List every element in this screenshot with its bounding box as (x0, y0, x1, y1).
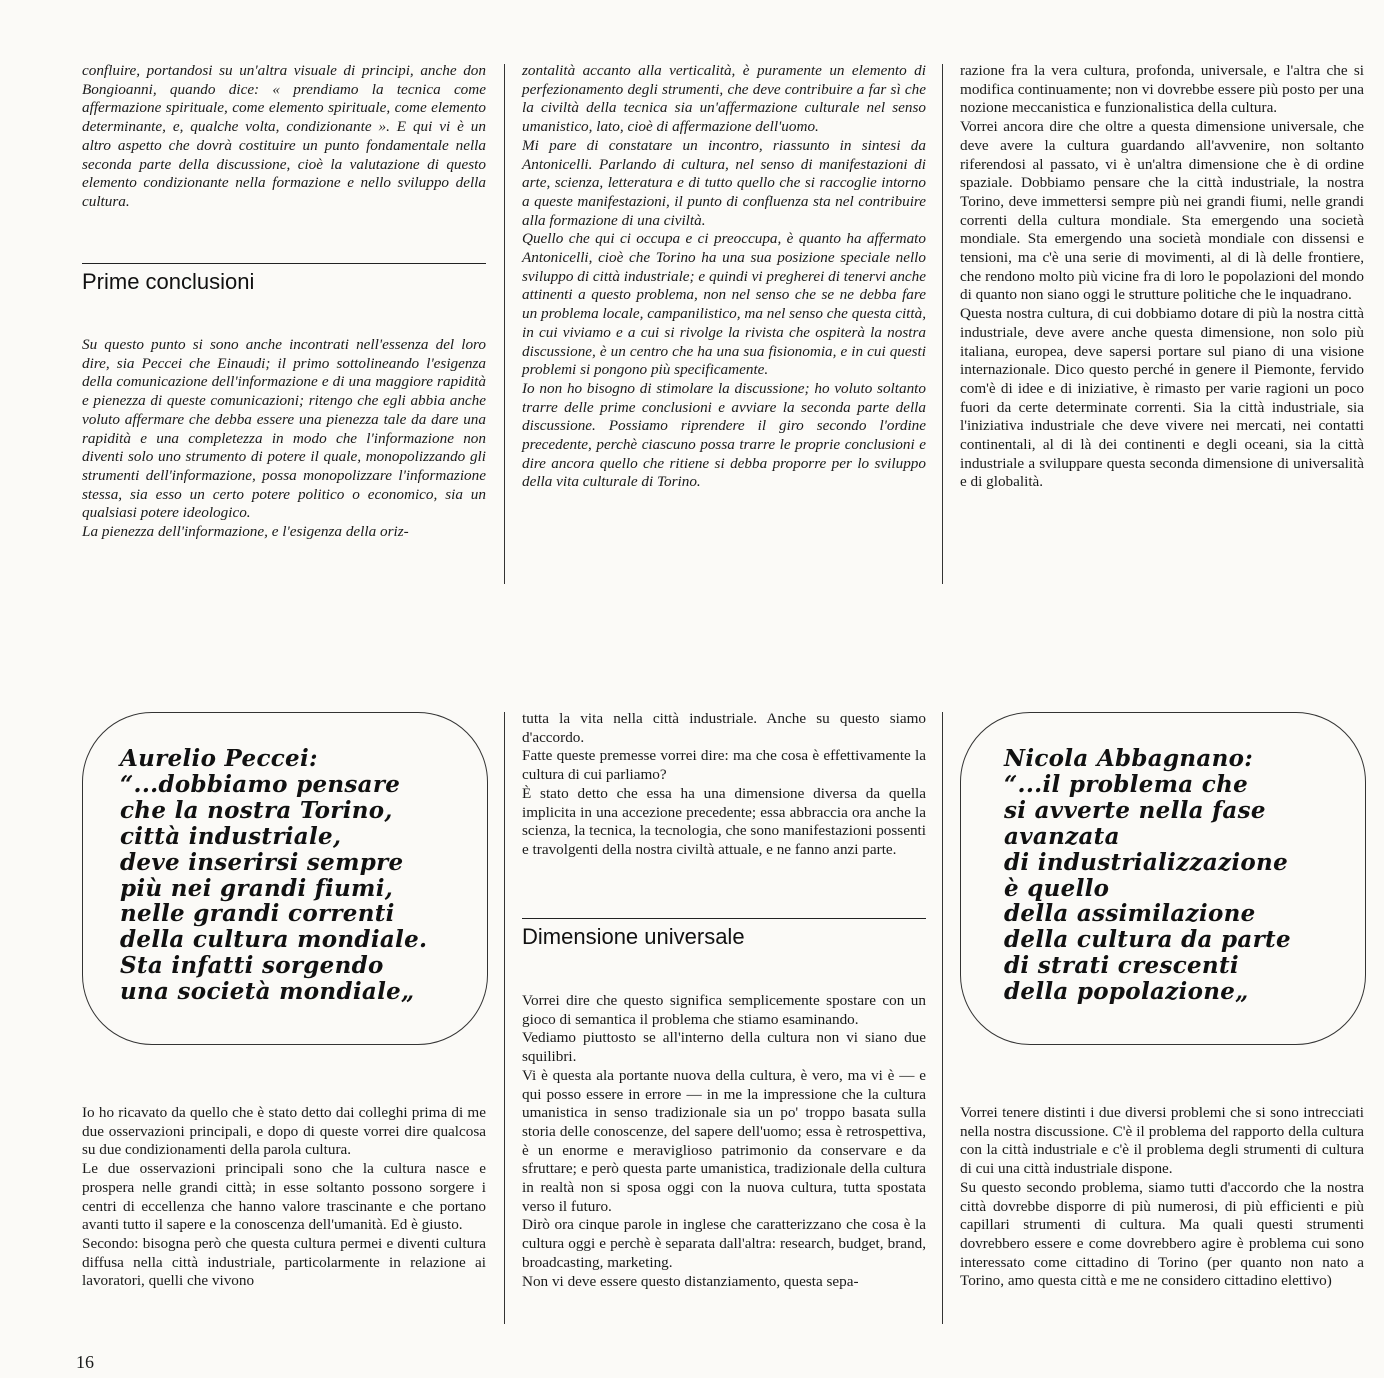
paragraph: Su questo punto si sono anche incontrati nell'essenza del loro dire, sia Peccei che Einaudi; il primo sottolineando l'esigenza della comunicazione dell'informazione e di una maggiore rapidità e pienezza di queste comunicazioni; ritengo che egli abbia anche voluto affermare che debba essere una pienezza tale da dare una rapidità e una completezza in modo che l'informazione non diventi solo uno strumento di potere il quale, monopolizzando gli strumenti dell'informazione, possa monopolizzare l'informazione stessa, sia esso un certo potere politico o economico, sia un qualsiasi potere ideologico. (82, 336, 486, 522)
paragraph: Vorrei dire che questo significa semplicemente spostare con un gioco di semantica il problema che stiamo esaminando. (522, 992, 926, 1028)
top-column-2 (522, 62, 926, 492)
section-heading-dimensione-universale: Dimensione universale (522, 918, 926, 950)
quote-attribution: Aurelio Peccei: (120, 745, 318, 772)
quote-line: si avverte nella fase (1004, 796, 1266, 824)
page-number: 16 (76, 1352, 94, 1372)
quote-line: nelle grandi correnti (120, 900, 395, 928)
column-rule (942, 712, 943, 1324)
paragraph: Questa nostra cultura, di cui dobbiamo dotare di più la nostra città industriale, deve avere anche questa dimensione, non solo più italiana, europea, deve sapersi portare sul piano di una visione internazionale. Dico questo perché in genere il Piemonte, fervido com'è di idee e di iniziative, è rimasto per varie ragioni un poco fuori da certe determinate correnti. Sia la città industriale, sia l'iniziativa industriale che deve vivere nei mercati, nei contatti continentali, al di là dei continenti e degli oceani, sia la città industriale a sviluppare questa seconda dimensione di universalità e di globalità. (960, 305, 1364, 491)
top-column-3 (960, 62, 1364, 492)
bottom-column-2-body (522, 992, 926, 1291)
quote-line: della assimilazione (1004, 900, 1256, 928)
paragraph: confluire, portandosi su un'altra visuale di principi, anche don Bongioanni, quando dice: « prendiamo la tecnica come affermazione spirituale, come elemento spirituale, come elemento determinante, e, qualche volta, condizionante ». E qui vi è un altro aspetto che dovrà costituire un punto fondamentale nella seconda parte della discussione, cioè la valutazione di questo elemento condizionante nella formazione e nello sviluppo della cultura. (82, 62, 486, 210)
quote-line: è quello (1004, 874, 1110, 902)
quote-line: città industriale, (120, 822, 342, 850)
paragraph: La pienezza dell'informazione, e l'esigenza della oriz- (82, 523, 409, 541)
quote-line: più nei grandi fiumi, (120, 874, 394, 902)
paragraph: Io ho ricavato da quello che è stato detto dai colleghi prima di me due osservazioni principali, e dopo di queste vorrei dire qualcosa su due condizionamenti della parola cultura. (82, 1104, 486, 1159)
bottom-column-1 (82, 1104, 486, 1291)
quote-line: di industrializzazione (1004, 848, 1289, 876)
pull-quote-peccei (120, 746, 427, 1005)
paragraph: Io non ho bisogno di stimolare la discussione; ho voluto soltanto trarre delle prime conclusioni e avviare la seconda parte della discussione. Possiamo riprendere il giro secondo l'ordine precedente, perchè ciascuno possa trarre le proprie conclusioni e dire ancora quello che ritiene si debba proporre per lo sviluppo della vita culturale di Torino. (522, 379, 926, 491)
quote-line: deve inserirsi sempre (120, 848, 404, 876)
paragraph: È stato detto che essa ha una dimensione diversa da quella implicita in una accezione precedente; essa abbraccia ora anche la scienza, la tecnica, la tecnologia, che sono manifestazioni possenti e travolgenti della nostra civiltà attuale, e ne fanno anzi parte. (522, 784, 926, 858)
quote-line: “...il problema che (1004, 770, 1249, 798)
paragraph: Vorrei ancora dire che oltre a questa dimensione universale, che deve avere la cultura guardando all'avvenire, non soltanto riferendosi al passato, vi è un'altra dimensione che è di ordine spaziale. Dobbiamo pensare che la città industriale, la nostra Torino, deve immettersi sempre più nei grandi fiumi, nelle grandi correnti della cultura mondiale. Sta emergendo una società mondiale. Sta emergendo una società mondiale con dissensi e tensioni, ma c'è una serie di movimenti, al di là delle frontiere, che rendono molto più vicine fra di loro le popolazioni del mondo di quanto non siano oggi le strutture politiche che le inquadrano. (960, 118, 1364, 304)
paragraph: Quello che qui ci occupa e ci preoccupa, è quanto ha affermato Antonicelli, cioè che Torino ha una sua posizione speciale nello sviluppo di città industriale; e quindi vi pregherei di tenervi anche attinenti a questo problema, non nel senso che se ne debba fare un problema locale, campanilistico, ma nel senso che questa città, in cui viviamo e a cui si rivolge la rivista che ospiterà la nostra discussione, è un centro che ha una sua fisionomia, e in cui questi problemi si pongono più specificamente. (522, 230, 926, 379)
quote-line: “...dobbiamo pensare (120, 770, 401, 798)
paragraph: Mi pare di constatare un incontro, riassunto in sintesi da Antonicelli. Parlando di cultura, nel senso di manifestazioni di arte, scienza, letteratura e di tutto quello che si raccoglie intorno a queste manifestazioni, il punto di confluenza sta nel contribuire alla formazione di una civiltà. (522, 136, 926, 229)
top-column-1-intro (82, 62, 486, 212)
bottom-column-3 (960, 1104, 1364, 1291)
quote-line: che la nostra Torino, (120, 796, 393, 824)
quote-line: di strati crescenti (1004, 952, 1239, 980)
paragraph: zontalità accanto alla verticalità, è puramente un elemento di perfezionamento degli strumenti, che deve contribuire a far sì che la civiltà della tecnica sia un'affermazione culturale nel senso umanistico, lato, cioè di affermazione dell'uomo. (522, 62, 926, 136)
pull-quote-abbagnano (1004, 746, 1291, 1005)
paragraph: Fatte queste premesse vorrei dire: ma che cosa è effettivamente la cultura di cui parliamo? (522, 747, 926, 784)
paragraph: Vorrei tenere distinti i due diversi problemi che si sono intrecciati nella nostra discussione. C'è il problema del rapporto della cultura con la città industriale e c'è il problema degli strumenti di cultura di cui una città industriale dispone. (960, 1104, 1364, 1178)
quote-line: della cultura da parte (1004, 926, 1291, 954)
quote-line: avanzata (1004, 822, 1120, 850)
quote-attribution: Nicola Abbagnano: (1004, 745, 1254, 772)
column-rule (942, 64, 943, 584)
paragraph: Non vi deve essere questo distanziamento, questa sepa- (522, 1272, 859, 1290)
paragraph: tutta la vita nella città industriale. Anche su questo siamo d'accordo. (522, 710, 926, 746)
paragraph: Dirò ora cinque parole in inglese che caratterizzano che cosa è la cultura oggi e perchè è separata dall'altra: research, budget, brand, broadcasting, marketing. (522, 1216, 926, 1271)
quote-line: una società mondiale„ (120, 978, 415, 1006)
paragraph: Vi è questa ala portante nuova della cultura, è vero, ma vi è — e qui posso essere in errore — in me la impressione che la cultura umanistica in senso tradizionale sia un po' troppo basata sulla storia delle conoscenze, del sapere dell'uomo; essa è retrospettiva, è un enorme e meraviglioso patrimonio da conservare e da sfruttare; e però questa parte umanistica, tradizionale della cultura in realtà non si sposa oggi con la nuova cultura, tutta spostata verso il futuro. (522, 1066, 926, 1215)
bottom-column-2-intro (522, 710, 926, 860)
paragraph: Le due osservazioni principali sono che la cultura nasce e prospera nelle grandi città; in esse soltanto possono sorgere i centri di eccellenza che hanno valore trascinante e che portano avanti tutto il sapere e la conoscenza dell'umanità. Ed è giusto. (82, 1160, 486, 1234)
paragraph: Su questo secondo problema, siamo tutti d'accordo che la nostra città dovrebbe disporre di più numerosi, di più efficienti e più capillari strumenti di cultura. Ma quali questi strumenti dovrebbero essere e come dovrebbero agire è problema cui sono interessato come cittadino di Torino (per quanto non nato a Torino, amo questa città e me ne considero cittadino elettivo) (960, 1178, 1364, 1290)
section-heading-prime-conclusioni: Prime conclusioni (82, 263, 486, 295)
column-rule (504, 712, 505, 1324)
quote-line: Sta infatti sorgendo (120, 952, 384, 980)
paragraph: Secondo: bisogna però che questa cultura permei e diventi cultura diffusa nella città industriale, particolarmente in relazione ai lavoratori, quelli che vivono (82, 1234, 486, 1290)
top-column-1-body (82, 336, 486, 542)
quote-line: della cultura mondiale. (120, 926, 428, 954)
quote-line: della popolazione„ (1004, 978, 1249, 1006)
column-rule (504, 64, 505, 584)
paragraph: Vediamo piuttosto se all'interno della cultura non vi siano due squilibri. (522, 1029, 926, 1066)
paragraph: razione fra la vera cultura, profonda, universale, e l'altra che si modifica continuamente; non vi dovrebbe essere più posto per una nozione meccanistica e funzionalistica della cultura. (960, 62, 1364, 117)
